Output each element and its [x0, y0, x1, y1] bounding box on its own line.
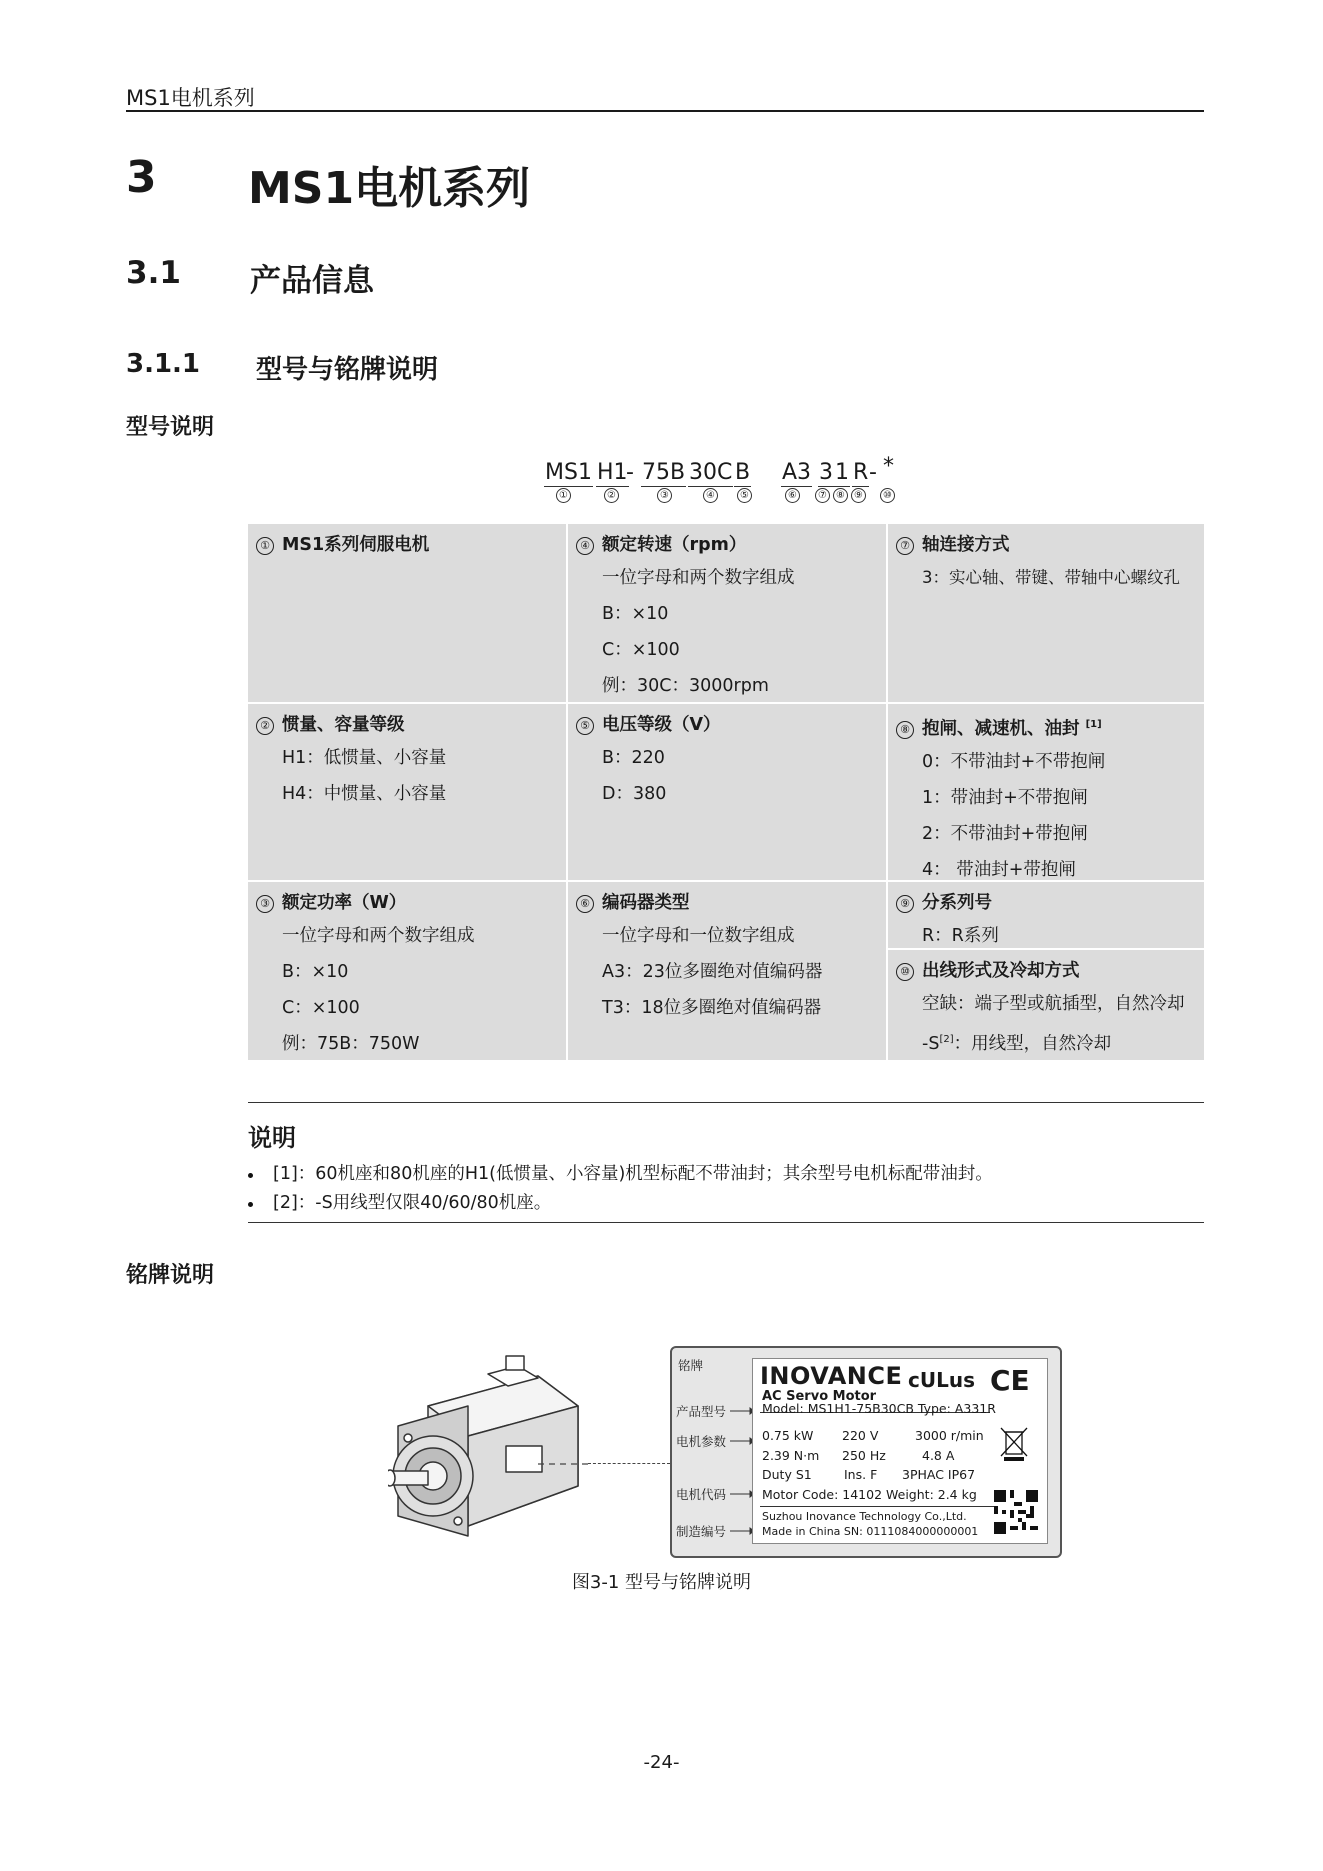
code-dash-2: - — [869, 460, 877, 485]
nameplate-heading: 铭牌说明 — [126, 1263, 215, 1288]
plate-rule-2 — [760, 1506, 994, 1507]
table-cell-8: ⑧ 抱闸、减速机、油封 [1] 0：不带油封+不带抱闸 1：带油封+不带抱闸 2：不带油封+带抱闸 4： 带油封+带抱闸 — [888, 704, 1204, 880]
code-seg-10: * — [883, 454, 894, 479]
code-index-2: ② — [604, 487, 619, 503]
weee-bin-icon — [998, 1426, 1030, 1462]
table-cell-3: ③ 额定功率（W） 一位字母和两个数字组成 B：×10 C：×100 例：75B：750W — [248, 882, 566, 1060]
param-1b: 220 V — [842, 1428, 879, 1443]
table-cell-9: ⑨ 分系列号 R：R系列 — [888, 882, 1204, 948]
ul-cert-mark: cULus — [908, 1368, 975, 1392]
maker-line: Suzhou Inovance Technology Co.,Ltd. — [762, 1510, 967, 1523]
leader-line — [588, 1463, 670, 1464]
subsection-number: 3.1.1 — [126, 349, 201, 379]
brand-logo: INOVANCE — [760, 1362, 903, 1390]
table-cell-2: ② 惯量、容量等级 H1：低惯量、小容量 H4：中惯量、小容量 — [248, 704, 566, 880]
model-code-table — [248, 524, 1204, 1060]
param-2a: 2.39 N·m — [762, 1448, 820, 1463]
note-item-2: [2]：-S用线型仅限40/60/80机座。 — [248, 1189, 551, 1214]
param-1c: 3000 r/min — [915, 1428, 984, 1443]
label-arrows — [730, 1400, 754, 1540]
code-index-7: ⑦ — [815, 487, 830, 503]
bullet-icon — [248, 1202, 253, 1207]
code-index-3: ③ — [657, 487, 672, 503]
param-3c: 3PHAC IP67 — [902, 1467, 976, 1482]
running-header: MS1电机系列 — [126, 86, 255, 110]
code-index-8: ⑧ — [833, 487, 848, 503]
param-1a: 0.75 kW — [762, 1428, 814, 1443]
servo-motor-illustration — [388, 1346, 588, 1546]
note-top-rule — [248, 1102, 1204, 1103]
ce-mark: CE — [990, 1364, 1030, 1397]
table-cell-4: ④ 额定转速（rpm） 一位字母和两个数字组成 B：×10 C：×100 例：30C：3000rpm — [568, 524, 886, 702]
subsection-title: 型号与铭牌说明 — [256, 355, 439, 385]
bullet-icon — [248, 1173, 253, 1178]
table-cell-5: ⑤ 电压等级（V） B：220 D：380 — [568, 704, 886, 880]
label-model: 产品型号 — [676, 1404, 727, 1419]
code-index-9: ⑨ — [851, 487, 866, 503]
label-params: 电机参数 — [676, 1434, 727, 1449]
code-index-4: ④ — [703, 487, 718, 503]
code-seg-5: B — [735, 460, 751, 485]
param-2b: 250 Hz — [842, 1448, 886, 1463]
page-number: -24- — [643, 1752, 680, 1773]
note-bottom-rule — [248, 1222, 1204, 1223]
code-seg-2: H1 — [597, 460, 628, 485]
code-seg-9: R — [853, 460, 869, 485]
model-heading: 型号说明 — [126, 415, 215, 440]
note-item-1: [1]：60机座和80机座的H1(低惯量、小容量)机型标配不带油封；其余型号电机标配带油封。 — [248, 1160, 993, 1185]
code-seg-7: 3 — [819, 460, 833, 485]
table-cell-7: ⑦ 轴连接方式 3：实心轴、带键、带轴中心螺纹孔 — [888, 524, 1204, 702]
section-title: 产品信息 — [250, 263, 374, 299]
code-seg-1: MS1 — [545, 460, 592, 485]
code-seg-8: 1 — [835, 460, 849, 485]
table-cell-10: ⑩ 出线形式及冷却方式 空缺：端子型或航插型，自然冷却 -S[2]：用线型，自然冷却 — [888, 950, 1204, 1060]
label-code: 电机代码 — [676, 1487, 727, 1502]
motor-code-line: Motor Code: 14102 Weight: 2.4 kg — [762, 1487, 977, 1502]
section-number: 3.1 — [126, 255, 181, 291]
table-cell-6: ⑥ 编码器类型 一位字母和一位数字组成 A3：23位多圈绝对值编码器 T3：18位多圈绝对值编码器 — [568, 882, 886, 1060]
model-line: Model: MS1H1-75B30CB Type: A331R — [762, 1401, 996, 1416]
chapter-title: MS1电机系列 — [248, 163, 531, 214]
table-cell-1: ① MS1系列伺服电机 — [248, 524, 566, 702]
note-title: 说明 — [248, 1124, 296, 1152]
code-index-5: ⑤ — [737, 487, 752, 503]
code-seg-4: 30C — [689, 460, 733, 485]
qr-code-icon — [994, 1490, 1038, 1534]
chapter-number: 3 — [126, 152, 157, 203]
code-seg-6: A3 — [782, 460, 812, 485]
code-seg-3: 75B — [642, 460, 686, 485]
code-index-10: ⑩ — [880, 487, 895, 503]
figure-caption: 图3-1 型号与铭牌说明 — [571, 1572, 752, 1593]
code-index-1: ① — [556, 487, 571, 503]
code-index-6: ⑥ — [785, 487, 800, 503]
label-serial: 制造编号 — [676, 1524, 727, 1539]
param-3b: Ins. F — [844, 1467, 878, 1482]
param-2c: 4.8 A — [922, 1448, 955, 1463]
param-3a: Duty S1 — [762, 1467, 812, 1482]
brand-subtitle: AC Servo Motor — [762, 1389, 877, 1404]
nameplate-label: 铭牌 — [678, 1358, 704, 1373]
serial-line: Made in China SN: 0111084000000001 — [762, 1525, 979, 1538]
header-rule — [126, 110, 1204, 112]
code-dash-1: - — [626, 460, 634, 485]
